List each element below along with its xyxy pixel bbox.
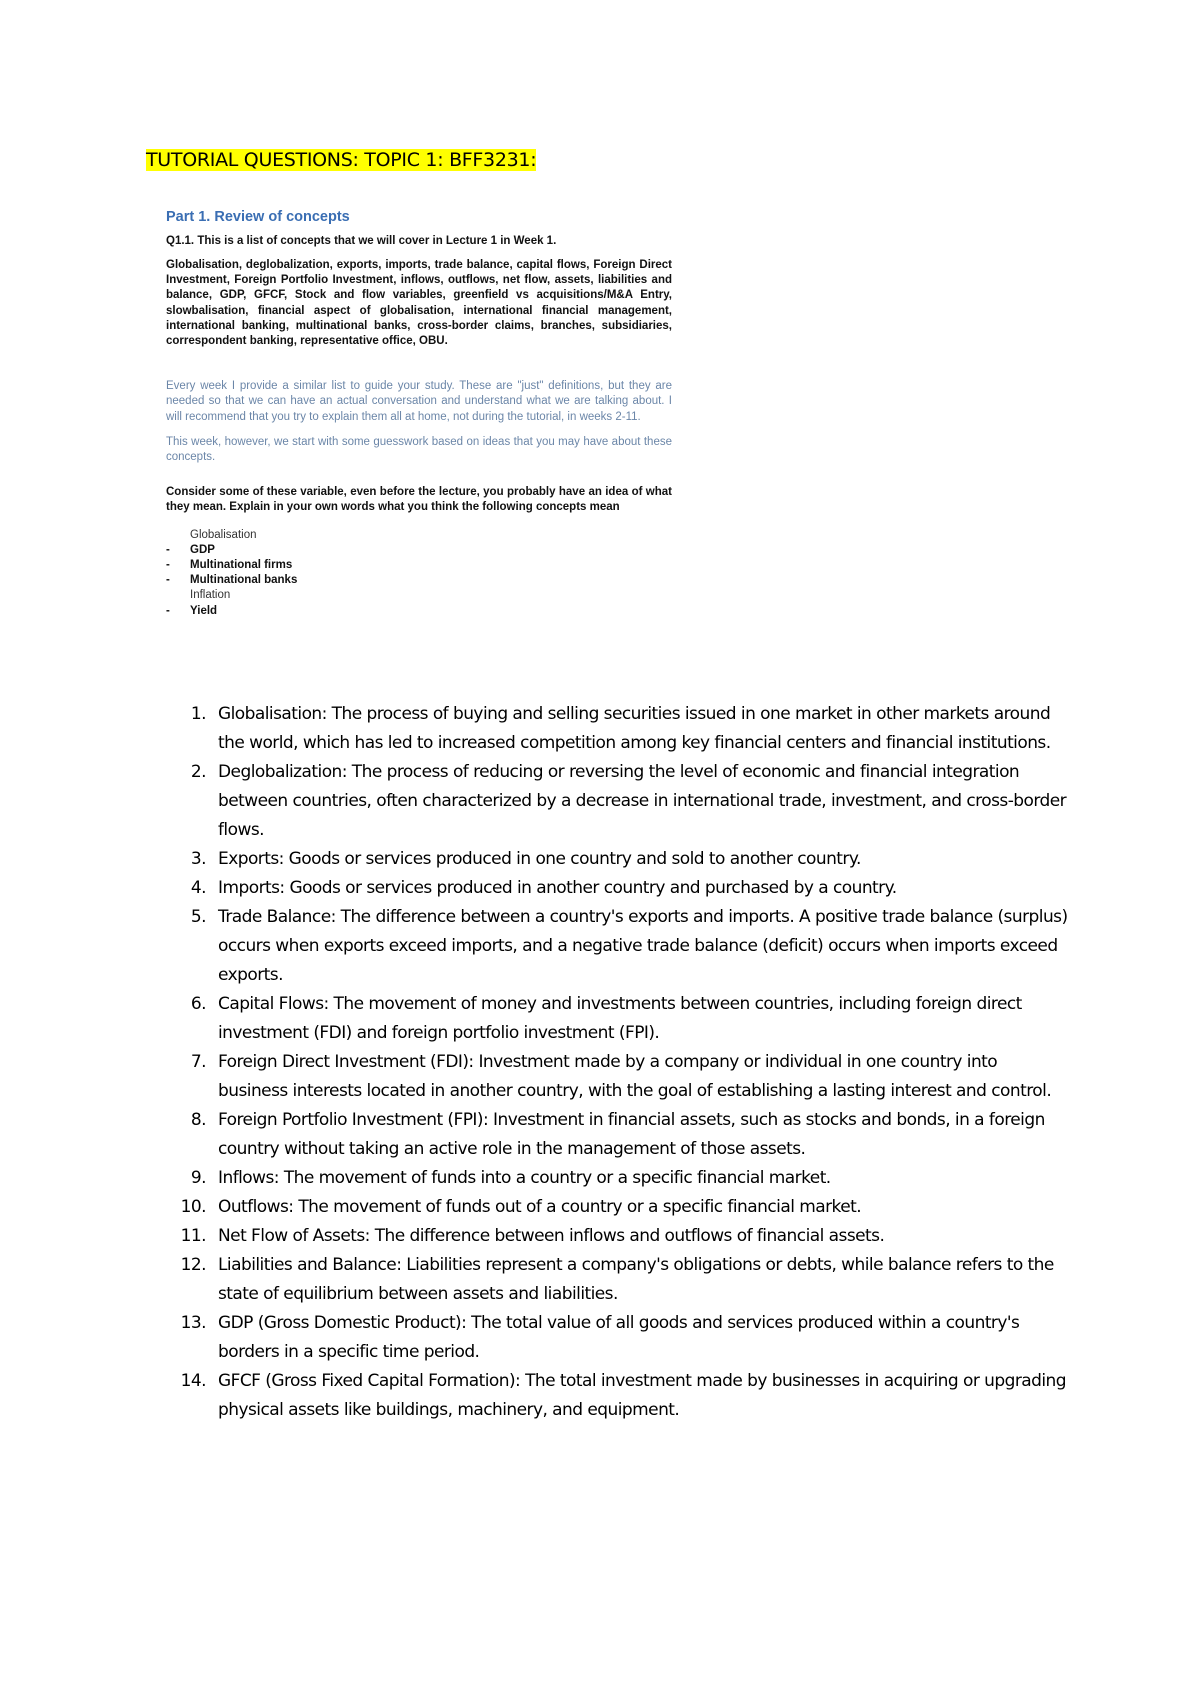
list-item [170, 700, 1070, 758]
item-number: 12. [180, 1255, 206, 1275]
embedded-item: - GDP [166, 543, 672, 558]
item-number: 14. [180, 1371, 206, 1391]
embedded-question: Q1.1. This is a list of concepts that we will cover in Lecture 1 in Week 1. [166, 235, 557, 247]
item-text: Foreign Portfolio Investment (FPI): Investment in financial assets, such as stocks and bonds, in a foreign country without taking an active role in the management of those assets. [218, 1110, 1045, 1159]
item-text: Foreign Direct Investment (FDI): Investment made by a company or individual in one country into business interests located in another country, with the goal of establishing a lasting interest and control. [218, 1052, 1052, 1101]
item-text: GFCF (Gross Fixed Capital Formation): The total investment made by businesses in acquiring or upgrading physical assets like buildings, machinery, and equipment. [218, 1371, 1067, 1420]
item-number: 5. [190, 907, 206, 927]
embedded-item: - Yield [166, 604, 672, 619]
item-number: 13. [180, 1313, 206, 1333]
item-text: Trade Balance: The difference between a country's exports and imports. A positive trade balance (surplus) occurs when exports exceed imports, and a negative trade balance (deficit) occurs when imports exceed exports. [218, 907, 1068, 985]
item-number: 3. [190, 849, 206, 869]
item-number: 7. [190, 1052, 206, 1072]
list-item [170, 758, 1070, 845]
item-number: 6. [190, 994, 206, 1014]
list-item [170, 903, 1070, 990]
embedded-item: Globalisation [190, 528, 257, 541]
list-item [170, 845, 1070, 874]
item-text: Deglobalization: The process of reducing or reversing the level of economic and financial integration between countries, often characterized by a decrease in international trade, investment, and cross-border flows. [218, 762, 1067, 840]
list-item [170, 1309, 1070, 1367]
answers-list [170, 700, 1070, 1425]
item-number: 9. [190, 1168, 206, 1188]
embedded-concept-items [166, 528, 672, 619]
embedded-screenshot [166, 208, 672, 619]
item-text: Imports: Goods or services produced in another country and purchased by a country. [218, 878, 897, 898]
title-highlight: TUTORIAL QUESTIONS: TOPIC 1: BFF3231: [146, 149, 537, 171]
item-number: 1. [190, 704, 206, 724]
list-item [170, 1193, 1070, 1222]
item-text: Globalisation: The process of buying and selling securities issued in one market in other markets around the world, which has led to increased competition among key financial centers and financial institutions. [218, 704, 1051, 753]
list-item [170, 1367, 1070, 1425]
embedded-concepts-list: Globalisation, deglobalization, exports, imports, trade balance, capital flows, Foreign Direct Investment, Foreign Portfolio Investment, inflows, outflows, net flow, assets, liabilities and balance, GDP, GFCF, Stock and flow variables, greenfield vs acquisitions/M&A Entry, slowbalisation, financial aspect of globalisation, international financial management, international banking, multinational banks, cross-border claims, branches, subsidiaries, correspondent banking, representative office, OBU. [166, 259, 672, 348]
list-item [170, 1106, 1070, 1164]
item-number: 4. [190, 878, 206, 898]
item-text: Capital Flows: The movement of money and investments between countries, including foreign direct investment (FDI) and foreign portfolio investment (FPI). [218, 994, 1022, 1043]
list-item [170, 874, 1070, 903]
list-item [170, 1222, 1070, 1251]
embedded-instruction: Consider some of these variable, even before the lecture, you probably have an idea of what they mean. Explain in your own words what you think the following concepts mean [166, 486, 672, 514]
list-item [170, 1251, 1070, 1309]
embedded-item: - Multinational firms [166, 558, 672, 573]
list-item [170, 1048, 1070, 1106]
item-text: GDP (Gross Domestic Product): The total value of all goods and services produced within a country's borders in a specific time period. [218, 1313, 1020, 1362]
list-item [170, 990, 1070, 1048]
item-text: Outflows: The movement of funds out of a country or a specific financial market. [218, 1197, 862, 1217]
embedded-paragraph-1: Every week I provide a similar list to guide your study. These are "just" definitions, but they are needed so that we can have an actual conversation and understand what we are talking about. I will recommend that you try to explain them all at home, not during the tutorial, in weeks 2-11. [166, 380, 672, 423]
item-text: Liabilities and Balance: Liabilities represent a company's obligations or debts, while balance refers to the state of equilibrium between assets and liabilities. [218, 1255, 1054, 1304]
embedded-paragraph-2: This week, however, we start with some guesswork based on ideas that you may have about these concepts. [166, 435, 672, 464]
item-number: 2. [190, 762, 206, 782]
item-number: 10. [180, 1197, 206, 1217]
embedded-item: Inflation [190, 589, 231, 602]
item-number: 11. [180, 1226, 206, 1246]
item-text: Exports: Goods or services produced in one country and sold to another country. [218, 849, 861, 869]
item-text: Net Flow of Assets: The difference between inflows and outflows of financial assets. [218, 1226, 885, 1246]
item-text: Inflows: The movement of funds into a country or a specific financial market. [218, 1168, 831, 1188]
embedded-heading: Part 1. Review of concepts [166, 209, 350, 225]
embedded-item: - Multinational banks [166, 573, 672, 588]
list-item [170, 1164, 1070, 1193]
page-title [146, 147, 536, 173]
item-number: 8. [190, 1110, 206, 1130]
